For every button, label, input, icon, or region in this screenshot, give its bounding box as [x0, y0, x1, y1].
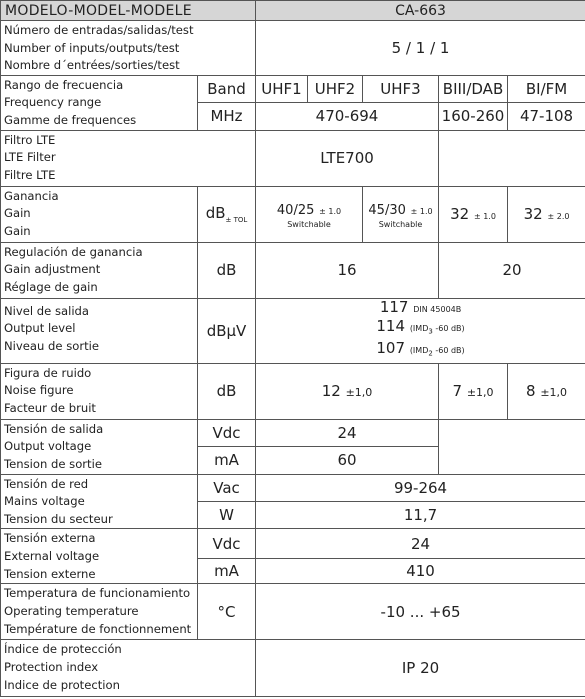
ext-current: 410	[256, 559, 585, 584]
row-output	[1, 298, 585, 363]
band-unit: Band	[198, 75, 256, 102]
outv-unit-vdc: Vdc	[198, 419, 256, 446]
outv-value: 24	[256, 419, 439, 446]
mains-unit-vac: Vac	[198, 474, 256, 502]
noise-biii: 7 ±1,0	[439, 363, 508, 419]
temp-value: -10 ... +65	[256, 584, 585, 640]
outv-label: Tensión de salida Output voltage Tension de sortie	[1, 419, 198, 474]
gain-uhf12: 40/25 ± 1.0 Switchable	[256, 186, 363, 242]
gainadj-label: Regulación de ganancia Gain adjustment Réglage de gain	[1, 242, 198, 298]
lte-empty	[439, 130, 585, 186]
mains-unit-w: W	[198, 502, 256, 529]
gain-label: Ganancia Gain Gain	[1, 186, 198, 242]
row-noise	[1, 363, 585, 419]
ext-unit-ma: mA	[198, 559, 256, 584]
row-inputs	[1, 21, 585, 76]
temp-unit: °C	[198, 584, 256, 640]
output-values: 117 DIN 45004B 114 ($IMD_3$ -60 dB) 107 ($IMD_2$ -60 dB)	[256, 298, 585, 363]
noise-uhf: 12 ±1,0	[256, 363, 439, 419]
mains-voltage: 99-264	[256, 474, 585, 502]
band-biii: BIII/DAB	[439, 75, 508, 102]
ip-label: Índice de protección Protection index Indice de protection	[1, 640, 256, 697]
row-mains-1	[1, 474, 585, 502]
model-number: CA-663	[256, 1, 585, 21]
lte-label: Filtro LTE LTE Filter Filtre LTE	[1, 130, 256, 186]
noise-unit: dB	[198, 363, 256, 419]
outv-current: 60	[256, 447, 439, 474]
band-bi: BI/FM	[508, 75, 585, 102]
model-label: MODELO-MODEL-MODELE	[1, 1, 256, 21]
band-uhf3: UHF3	[363, 75, 439, 102]
ext-voltage: 24	[256, 529, 585, 559]
gainadj-vhf: 20	[439, 242, 585, 298]
lte-value: LTE700	[256, 130, 439, 186]
bi-range: 47-108	[508, 102, 585, 130]
outv-empty	[439, 419, 585, 474]
gain-bi: 32 ± 2.0	[508, 186, 585, 242]
biii-range: 160-260	[439, 102, 508, 130]
gainadj-unit: dB	[198, 242, 256, 298]
row-gainadj	[1, 242, 585, 298]
noise-bi: 8 ±1,0	[508, 363, 585, 419]
ext-unit-vdc: Vdc	[198, 529, 256, 559]
row-lte	[1, 130, 585, 186]
header-row	[1, 1, 585, 21]
gain-unit: $dB_{\pm TOL}$	[198, 186, 256, 242]
uhf-range: 470-694	[256, 102, 439, 130]
output-label: Nivel de salida Output level Niveau de sortie	[1, 298, 198, 363]
row-ext-1	[1, 529, 585, 559]
mains-power: 11,7	[256, 502, 585, 529]
mhz-unit: MHz	[198, 102, 256, 130]
band-uhf2: UHF2	[308, 75, 363, 102]
row-gain	[1, 186, 585, 242]
output-unit: dBμV	[198, 298, 256, 363]
band-uhf1: UHF1	[256, 75, 308, 102]
gain-biii: 32 ± 1.0	[439, 186, 508, 242]
gain-uhf3: 45/30 ± 1.0 Switchable	[363, 186, 439, 242]
noise-label: Figura de ruido Noise figure Facteur de bruit	[1, 363, 198, 419]
temp-label: Temperatura de funcionamiento Operating temperature Température de fonctionnement	[1, 584, 198, 640]
outv-unit-ma: mA	[198, 447, 256, 474]
inputs-value: 5 / 1 / 1	[256, 21, 585, 76]
inputs-label: Número de entradas/salidas/test Number of inputs/outputs/test Nombre d´entrées/sorties/test	[1, 21, 256, 76]
ext-label: Tensión externa External voltage Tension externe	[1, 529, 198, 584]
ip-value: IP 20	[256, 640, 585, 697]
freq-label: Rango de frecuencia Frequency range Gamme de frequences	[1, 75, 198, 130]
gainadj-uhf: 16	[256, 242, 439, 298]
row-temp	[1, 584, 585, 640]
row-outv-1	[1, 419, 585, 446]
row-ip	[1, 640, 585, 697]
mains-label: Tensión de red Mains voltage Tension du secteur	[1, 474, 198, 529]
row-freq-band	[1, 75, 585, 102]
